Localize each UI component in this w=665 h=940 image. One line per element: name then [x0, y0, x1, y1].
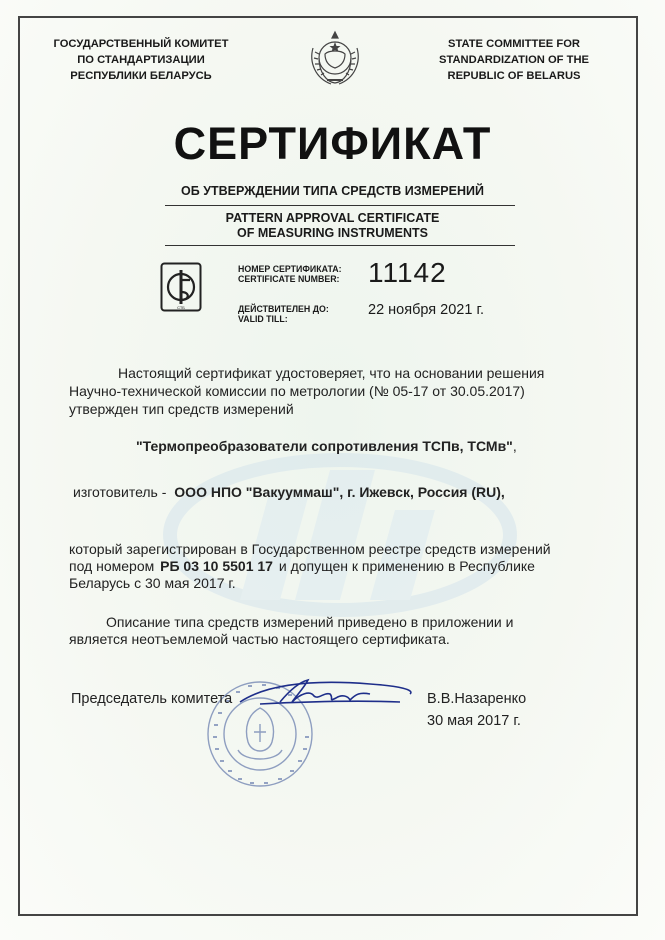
signatory-name: В.В.Назаренко [427, 691, 527, 707]
issuer-line: REPUBLIC OF BELARUS [447, 70, 581, 82]
divider [165, 245, 515, 246]
issuer-line: STATE COMMITTEE FOR [448, 38, 580, 50]
body-line: является неотъемлемой частью настоящего сертификата. [69, 631, 450, 647]
manufacturer-name: ООО НПО "Вакууммаш", г. Ижевск, Россия (RU), [174, 484, 505, 500]
issuer-line: ПО СТАНДАРТИЗАЦИИ [77, 54, 205, 66]
signature-date: 30 мая 2017 г. [427, 713, 521, 729]
registry-text: под номером [69, 558, 155, 574]
signature-icon [240, 680, 411, 704]
body-line: Научно-технической комиссии по метрологии (№ 05-17 от 30.05.2017) [69, 383, 525, 399]
certificate-number: 11142 [368, 257, 447, 288]
document-title: СЕРТИФИКАТ [173, 118, 492, 169]
label-ru: НОМЕР СЕРТИФИКАТА: [238, 264, 342, 274]
manufacturer-label: изготовитель - [73, 484, 167, 500]
issuer-name-ru [36, 36, 246, 84]
watermark-logo-icon [160, 450, 520, 620]
body-line: Описание типа средств измерений приведено в приложении и [106, 614, 514, 630]
body-line: утвержден тип средств измерений [69, 401, 294, 417]
body-line: Беларусь с 30 мая 2017 г. [69, 575, 236, 591]
divider [165, 205, 515, 206]
instrument-comma: , [512, 438, 517, 454]
stb-logo-icon [160, 262, 202, 312]
manufacturer-line [73, 483, 505, 501]
issuer-line: STANDARDIZATION OF THE [439, 54, 589, 66]
label-en: VALID TILL: [238, 314, 288, 324]
logo-text: СТБ [177, 305, 185, 310]
registry-text: и допущен к применению в Республике [278, 558, 535, 574]
body-line: который зарегистрирован в Государственном реестре средств измерений [69, 541, 551, 557]
issuer-line: РЕСПУБЛИКИ БЕЛАРУСЬ [70, 70, 212, 82]
body-line: Настоящий сертификат удостоверяет, что на основании решения [118, 365, 545, 381]
instrument-name: "Термопреобразователи сопротивления ТСПв, ТСМв" [136, 438, 513, 454]
registry-line [69, 557, 535, 575]
label-ru: ДЕЙСТВИТЕЛЕН ДО: [238, 304, 329, 314]
issuer-line: ГОСУДАРСТВЕННЫЙ КОМИТЕТ [53, 38, 229, 50]
subtitle-en-line: OF MEASURING INSTRUMENTS [237, 226, 428, 240]
instrument-line [136, 437, 517, 455]
state-emblem-icon [305, 28, 365, 88]
valid-till-date: 22 ноября 2021 г. [368, 302, 484, 318]
subtitle-en [0, 211, 665, 241]
registry-number: РБ 03 10 5501 17 [160, 558, 273, 574]
stamp-and-signature [200, 672, 440, 802]
issuer-name-en [414, 36, 614, 84]
label-en: CERTIFICATE NUMBER: [238, 274, 340, 284]
signatory-role: Председатель комитета [71, 691, 233, 707]
subtitle-en-line: PATTERN APPROVAL CERTIFICATE [225, 211, 440, 225]
valid-till-label [238, 304, 329, 324]
cert-number-label [238, 264, 342, 284]
subtitle-ru: ОБ УТВЕРЖДЕНИИ ТИПА СРЕДСТВ ИЗМЕРЕНИЙ [181, 184, 484, 198]
